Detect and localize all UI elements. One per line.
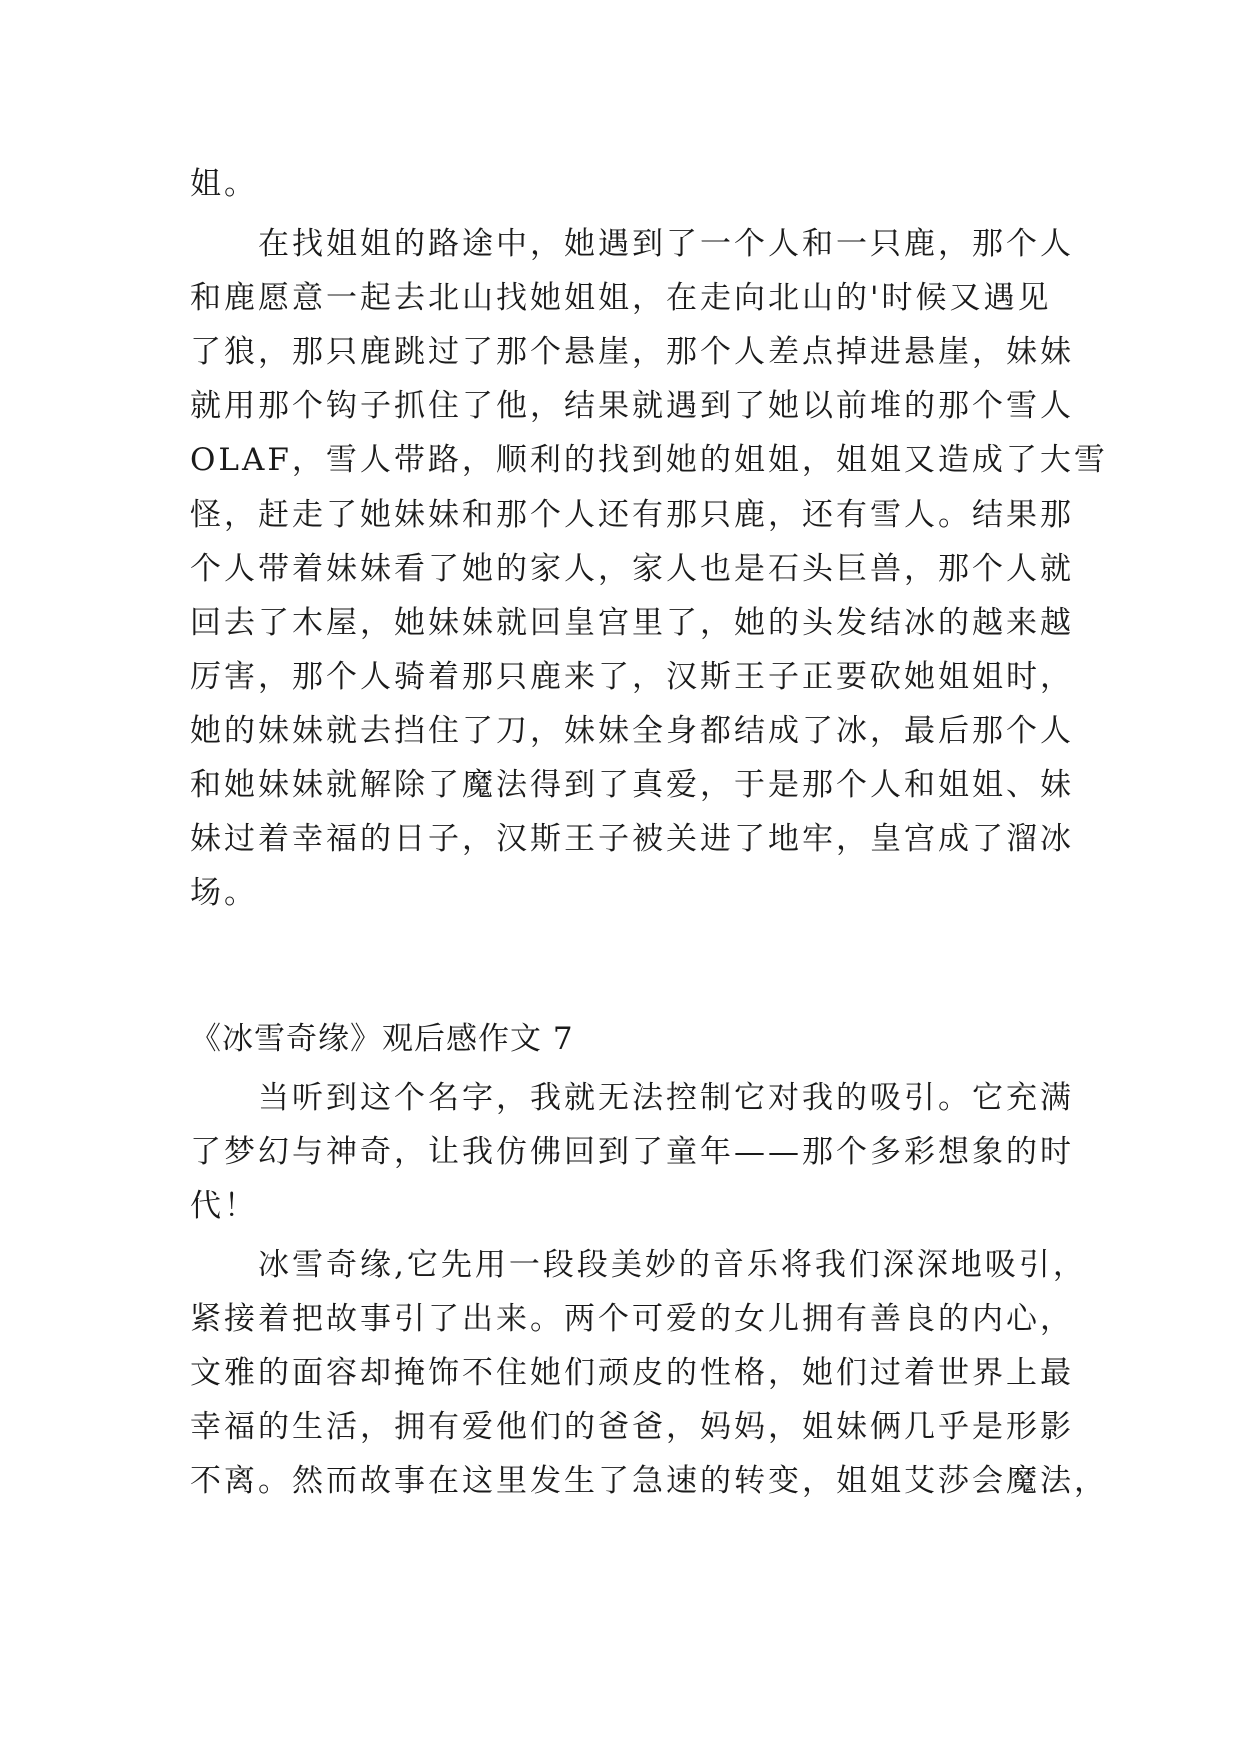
paragraph-line: 了狼，那只鹿跳过了那个悬崖，那个人差点掉进悬崖，妹妹 xyxy=(190,334,1074,370)
paragraph-line: 妹过着幸福的日子，汉斯王子被关进了地牢，皇宫成了溜冰 xyxy=(190,821,1074,857)
paragraph-line: 姐。 xyxy=(190,166,258,202)
paragraph-line: 和她妹妹就解除了魔法得到了真爱，于是那个人和姐姐、妹 xyxy=(190,767,1074,803)
paragraph-line: 不离。然而故事在这里发生了急速的转变，姐姐艾莎会魔法， xyxy=(190,1463,1108,1499)
paragraph-line: OLAF，雪人带路，顺利的找到她的姐姐，姐姐又造成了大雪 xyxy=(190,442,1108,478)
paragraph-line: 冰雪奇缘,它先用一段段美妙的音乐将我们深深地吸引， xyxy=(258,1247,1087,1283)
paragraph-line: 代！ xyxy=(190,1188,258,1224)
section-heading: 《冰雪奇缘》观后感作文 7 xyxy=(190,1021,574,1057)
paragraph-line: 厉害，那个人骑着那只鹿来了，汉斯王子正要砍她姐姐时， xyxy=(190,659,1074,695)
paragraph-line: 她的妹妹就去挡住了刀，妹妹全身都结成了冰，最后那个人 xyxy=(190,713,1074,749)
paragraph-line: 场。 xyxy=(190,875,258,911)
paragraph-line: 了梦幻与神奇，让我仿佛回到了童年——那个多彩想象的时 xyxy=(190,1134,1074,1170)
paragraph-line: 就用那个钩子抓住了他，结果就遇到了她以前堆的那个雪人 xyxy=(190,388,1074,424)
paragraph-line: 和鹿愿意一起去北山找她姐姐，在走向北山的'时候又遇见 xyxy=(190,280,1052,316)
paragraph-line: 回去了木屋，她妹妹就回皇宫里了，她的头发结冰的越来越 xyxy=(190,605,1074,641)
paragraph-line: 文雅的面容却掩饰不住她们顽皮的性格，她们过着世界上最 xyxy=(190,1355,1074,1391)
paragraph-line: 在找姐姐的路途中，她遇到了一个人和一只鹿，那个人 xyxy=(258,226,1074,262)
paragraph-line: 怪，赶走了她妹妹和那个人还有那只鹿，还有雪人。结果那 xyxy=(190,497,1074,533)
paragraph-line: 幸福的生活，拥有爱他们的爸爸，妈妈，姐妹俩几乎是形影 xyxy=(190,1409,1074,1445)
paragraph-line: 个人带着妹妹看了她的家人，家人也是石头巨兽，那个人就 xyxy=(190,551,1074,587)
paragraph-line: 当听到这个名字，我就无法控制它对我的吸引。它充满 xyxy=(258,1080,1074,1116)
paragraph-line: 紧接着把故事引了出来。两个可爱的女儿拥有善良的内心， xyxy=(190,1301,1074,1337)
